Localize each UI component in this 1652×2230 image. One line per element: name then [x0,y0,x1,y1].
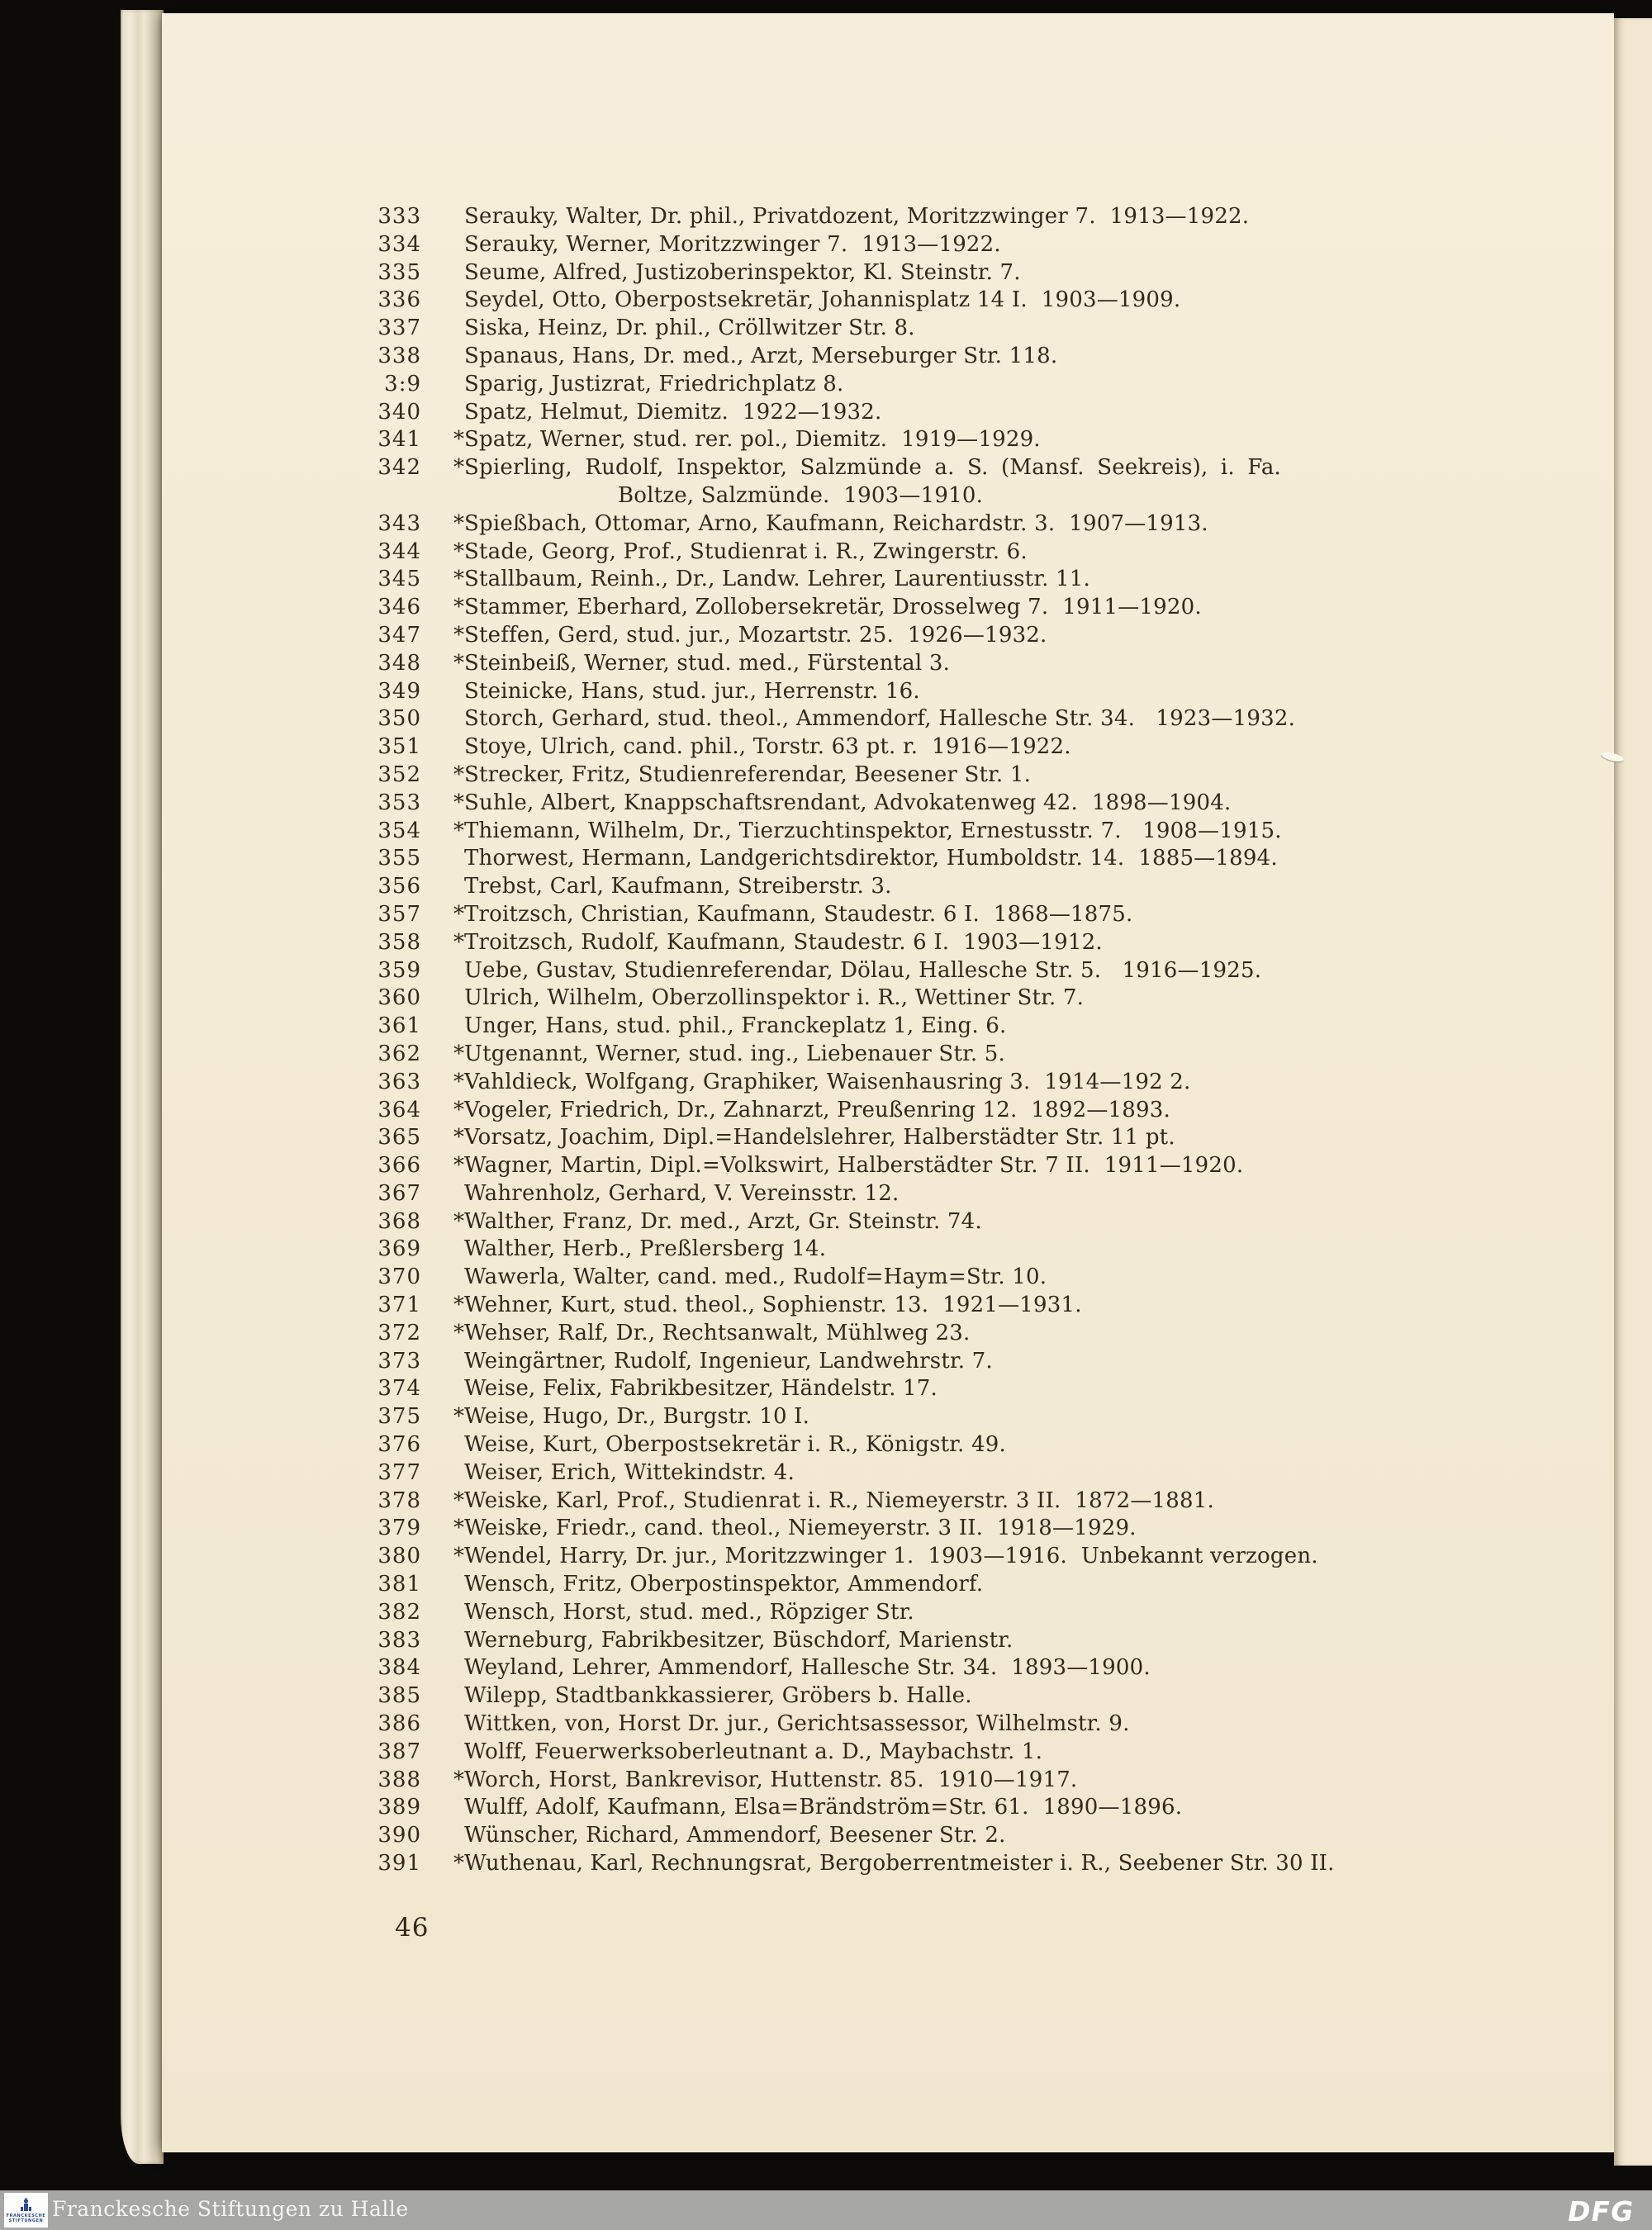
entry-number: 385 [377,1683,421,1709]
entry-text: Wensch, Horst, stud. med., Röpziger Str. [464,1599,914,1625]
entry-text: Boltze, Salzmünde. 1903—1910. [618,482,984,508]
entry-number: 360 [377,985,421,1011]
entry-text: Weiske, Friedr., cand. theol., Niemeyerstr. 3 II. 1918—1929. [464,1516,1137,1541]
list-entry [373,399,1596,427]
entry-star-marker: * [453,510,464,536]
list-entry [373,1236,1596,1264]
book-page [162,13,1614,2152]
list-entry [373,733,1596,762]
entry-number: 347 [377,622,421,648]
entry-text: Spierling, Rudolf, Inspektor, Salzmünde a. S. (Mansf. Seekreis), i. Fa. [464,455,1282,481]
list-entry [373,1794,1596,1822]
entry-star-marker: * [453,1487,464,1513]
list-entry [373,901,1596,929]
list-entry [373,1124,1596,1152]
list-entry [373,454,1596,482]
entry-number: 373 [377,1348,421,1374]
entry-text: Ulrich, Wilhelm, Oberzollinspektor i. R., Wettiner Str. 7. [464,985,1085,1011]
entry-text: Unger, Hans, stud. phil., Franckeplatz 1, Eing. 6. [464,1013,1007,1039]
list-entry [373,1320,1596,1348]
list-entry [373,650,1596,678]
entry-number: 352 [377,762,421,787]
entry-text: Steffen, Gerd, stud. jur., Mozartstr. 25. 1926—1932. [464,622,1047,648]
entry-text: Troitzsch, Rudolf, Kaufmann, Staudestr. 6 I. 1903—1912. [464,929,1103,955]
entry-star-marker: * [453,567,464,592]
entry-text: Wendel, Harry, Dr. jur., Moritzzwinger 1. 1903—1916. Unbekannt verzogen. [464,1544,1318,1569]
entry-number: 335 [377,259,421,285]
entry-text: Wolff, Feuerwerksoberleutnant a. D., Maybachstr. 1. [464,1739,1043,1764]
list-entry [373,705,1596,733]
entry-star-marker: * [453,1544,464,1569]
list-entry [373,1208,1596,1236]
entry-star-marker: * [453,762,464,787]
list-entry [373,343,1596,371]
entry-number: 379 [377,1516,421,1541]
entry-number: 366 [377,1153,421,1179]
entry-number: 372 [377,1320,421,1345]
entry-number: 368 [377,1208,421,1234]
entry-number: 382 [377,1599,421,1625]
entry-star-marker: * [453,427,464,453]
entry-number: 353 [377,790,421,815]
list-entry [373,287,1596,315]
entry-text: Vorsatz, Joachim, Dipl.=Handelslehrer, Halberstädter Str. 11 pt. [464,1125,1175,1151]
entry-text: Steinbeiß, Werner, stud. med., Fürstental 3. [464,650,951,676]
logo-text-line1: FRANCKESCHE [6,2213,46,2218]
list-entry [373,566,1596,594]
list-entry [373,1264,1596,1292]
entry-text: Spatz, Werner, stud. rer. pol., Diemitz. 1919—1929. [464,427,1041,453]
entry-number: 380 [377,1544,421,1569]
list-entry [373,203,1596,231]
entry-number: 387 [377,1739,421,1764]
logo-text-line2: STIFTUNGEN [8,2218,44,2223]
entry-number: 350 [377,706,421,732]
entry-number: 344 [377,539,421,564]
entry-number: 369 [377,1236,421,1262]
list-entry [373,1292,1596,1320]
entry-number: 367 [377,1180,421,1206]
list-entry [373,1013,1596,1041]
franckesche-stiftungen-logo [4,2193,48,2228]
list-entry [373,929,1596,957]
entry-number: 365 [377,1125,421,1151]
entry-star-marker: * [453,901,464,927]
list-entry [373,622,1596,650]
entry-text: Stoye, Ulrich, cand. phil., Torstr. 63 pt. r. 1916—1922. [464,734,1071,760]
entry-number: 337 [377,316,421,341]
entry-number: 375 [377,1404,421,1430]
entry-star-marker: * [453,1097,464,1122]
entry-text: Weise, Hugo, Dr., Burgstr. 10 I. [464,1404,810,1430]
list-entry [373,510,1596,539]
entry-text: Utgenannt, Werner, stud. ing., Liebenauer Str. 5. [464,1041,1006,1066]
entry-text: Seume, Alfred, Justizoberinspektor, Kl. Steinstr. 7. [464,259,1021,285]
entry-number: 343 [377,510,421,536]
entry-text: Weyland, Lehrer, Ammendorf, Hallesche Str. 34. 1893—1900. [464,1655,1151,1681]
list-entry [373,1599,1596,1627]
entry-number: 356 [377,874,421,899]
list-entry [373,873,1596,901]
list-entry [373,1571,1596,1599]
entry-text: Wünscher, Richard, Ammendorf, Beesener Str. 2. [464,1823,1006,1848]
list-entry [373,1710,1596,1739]
entry-number: 383 [377,1627,421,1653]
list-entry [373,259,1596,287]
entry-number: 361 [377,1013,421,1039]
list-entry [373,1152,1596,1180]
entry-text: Wulff, Adolf, Kaufmann, Elsa=Brändström=Str. 61. 1890—1896. [464,1795,1183,1820]
entry-number: 370 [377,1264,421,1290]
entry-text: Wawerla, Walter, cand. med., Rudolf=Haym=Str. 10. [464,1264,1047,1290]
entry-text: Spanaus, Hans, Dr. med., Arzt, Merseburger Str. 118. [464,343,1058,368]
next-page-edge [1614,18,1652,2166]
list-entry [373,1767,1596,1795]
entry-text: Uebe, Gustav, Studienreferendar, Dölau, Hallesche Str. 5. 1916—1925. [464,957,1262,983]
entry-text: Weingärtner, Rudolf, Ingenieur, Landwehrstr. 7. [464,1348,993,1374]
entry-text: Storch, Gerhard, stud. theol., Ammendorf, Hallesche Str. 34. 1923—1932. [464,706,1296,732]
entry-star-marker: * [453,1293,464,1318]
entry-number: 357 [377,901,421,927]
list-entry [373,1515,1596,1543]
list-entry [373,762,1596,790]
entry-text: Weiser, Erich, Wittekindstr. 4. [464,1459,795,1485]
entry-star-marker: * [453,1208,464,1234]
entry-number: 348 [377,650,421,676]
entry-text: Serauky, Werner, Moritzzwinger 7. 1913—1922. [464,231,1001,257]
list-entry [373,985,1596,1013]
entry-text: Vahldieck, Wolfgang, Graphiker, Waisenhausring 3. 1914—192 2. [464,1069,1191,1094]
entry-number: 336 [377,287,421,313]
entry-text: Walther, Franz, Dr. med., Arzt, Gr. Steinstr. 74. [464,1208,982,1234]
entry-number: 389 [377,1795,421,1820]
entry-number: 346 [377,595,421,620]
entry-star-marker: * [453,929,464,955]
entry-text: Weise, Kurt, Oberpostsekretär i. R., Königstr. 49. [464,1432,1006,1458]
viewer-footer-bar [0,2190,1652,2230]
entry-number: 358 [377,929,421,955]
entry-number: 333 [377,204,421,229]
entry-text: Strecker, Fritz, Studienreferendar, Beesener Str. 1. [464,762,1032,787]
entry-text: Wagner, Martin, Dipl.=Volkswirt, Halberstädter Str. 7 II. 1911—1920. [464,1153,1244,1179]
list-entry [373,426,1596,454]
entry-text: Troitzsch, Christian, Kaufmann, Staudestr. 6 I. 1868—1875. [464,901,1133,927]
entry-text: Werneburg, Fabrikbesitzer, Büschdorf, Marienstr. [464,1627,1014,1653]
list-entry [373,957,1596,985]
entry-star-marker: * [453,539,464,564]
list-entry [373,1850,1596,1878]
list-entry-continuation [373,482,1596,510]
page-number: 46 [395,1913,430,1943]
entry-number: 338 [377,343,421,368]
list-entry [373,1739,1596,1767]
entry-number: 391 [377,1851,421,1877]
entry-text: Stallbaum, Reinh., Dr., Landw. Lehrer, Laurentiusstr. 11. [464,567,1090,592]
list-entry [373,1375,1596,1403]
entry-number: 363 [377,1069,421,1094]
entry-text: Weiske, Karl, Prof., Studienrat i. R., Niemeyerstr. 3 II. 1872—1881. [464,1487,1214,1513]
entry-star-marker: * [453,1041,464,1066]
entry-number: 340 [377,399,421,425]
list-entry [373,1543,1596,1571]
list-entry [373,678,1596,706]
entry-star-marker: * [453,650,464,676]
entry-star-marker: * [453,1851,464,1877]
list-entry [373,1403,1596,1431]
entry-number: 377 [377,1459,421,1485]
entry-text: Wensch, Fritz, Oberpostinspektor, Ammendorf. [464,1572,984,1597]
list-entry [373,1041,1596,1069]
entry-number: 349 [377,678,421,704]
entry-text: Wuthenau, Karl, Rechnungsrat, Bergoberrentmeister i. R., Seebener Str. 30 II. [464,1851,1335,1877]
list-entry [373,315,1596,343]
entry-number: 342 [377,455,421,481]
entry-star-marker: * [453,1125,464,1151]
list-entry [373,1431,1596,1459]
entry-number: 341 [377,427,421,453]
entry-star-marker: * [453,1516,464,1541]
list-entry [373,539,1596,567]
list-entry [373,1348,1596,1376]
entry-text: Suhle, Albert, Knappschaftsrendant, Advokatenweg 42. 1898—1904. [464,790,1232,815]
entry-text: Thorwest, Hermann, Landgerichtsdirektor, Humboldstr. 14. 1885—1894. [464,846,1278,871]
entry-text: Worch, Horst, Bankrevisor, Huttenstr. 85. 1910—1917. [464,1767,1078,1792]
entry-number: 381 [377,1572,421,1597]
entry-text: Trebst, Carl, Kaufmann, Streiberstr. 3. [464,874,892,899]
entry-text: Wahrenholz, Gerhard, V. Vereinsstr. 12. [464,1180,900,1206]
entry-text: Siska, Heinz, Dr. phil., Cröllwitzer Str. 8. [464,316,915,341]
entry-star-marker: * [453,622,464,648]
entry-star-marker: * [453,455,464,481]
list-entry [373,845,1596,873]
entry-text: Thiemann, Wilhelm, Dr., Tierzuchtinspektor, Ernestusstr. 7. 1908—1915. [464,818,1282,843]
list-entry [373,1682,1596,1710]
entry-text: Stade, Georg, Prof., Studienrat i. R., Zwingerstr. 6. [464,539,1028,564]
entry-number: 388 [377,1767,421,1792]
entry-star-marker: * [453,595,464,620]
entry-number: 374 [377,1376,421,1402]
list-entry [373,1097,1596,1125]
list-entry [373,1180,1596,1208]
entry-star-marker: * [453,818,464,843]
list-entry [373,1069,1596,1097]
entry-number: 362 [377,1041,421,1066]
entry-number: 364 [377,1097,421,1122]
entry-number: 390 [377,1823,421,1848]
entry-number: 354 [377,818,421,843]
dfg-logo: DFG [1564,2195,1637,2228]
entry-text: Walther, Herb., Preßlersberg 14. [464,1236,827,1262]
list-entry [373,1822,1596,1850]
entry-number: 386 [377,1711,421,1737]
list-entry [373,594,1596,622]
list-entry [373,790,1596,818]
franckesche-emblem-icon [20,2198,32,2213]
entry-number: 355 [377,846,421,871]
entry-text: Wehser, Ralf, Dr., Rechtsanwalt, Mühlweg 23. [464,1320,971,1345]
entry-number: 334 [377,231,421,257]
entry-star-marker: * [453,1069,464,1094]
entry-text: Seydel, Otto, Oberpostsekretär, Johannisplatz 14 I. 1903—1909. [464,287,1181,313]
entry-text: Wehner, Kurt, stud. theol., Sophienstr. 13. 1921—1931. [464,1293,1082,1318]
page-stack-edge [121,10,164,2164]
entry-number: 376 [377,1432,421,1458]
entry-star-marker: * [453,790,464,815]
entry-number: 384 [377,1655,421,1681]
entry-text: Spatz, Helmut, Diemitz. 1922—1932. [464,399,882,425]
member-list [373,203,1596,1878]
entry-number: 351 [377,734,421,760]
list-entry [373,818,1596,846]
entry-text: Stammer, Eberhard, Zollobersekretär, Drosselweg 7. 1911—1920. [464,595,1202,620]
list-entry [373,231,1596,259]
entry-text: Wilepp, Stadtbankkassierer, Gröbers b. Halle. [464,1683,972,1709]
entry-text: Sparig, Justizrat, Friedrichplatz 8. [464,371,844,396]
entry-number: 345 [377,567,421,592]
entry-text: Weise, Felix, Fabrikbesitzer, Händelstr. 17. [464,1376,938,1402]
entry-star-marker: * [453,1153,464,1179]
entry-text: Wittken, von, Horst Dr. jur., Gerichtsassessor, Wilhelmstr. 9. [464,1711,1130,1737]
entry-text: Vogeler, Friedrich, Dr., Zahnarzt, Preußenring 12. 1892—1893. [464,1097,1170,1122]
list-entry [373,1459,1596,1487]
entry-star-marker: * [453,1767,464,1792]
entry-number: 378 [377,1487,421,1513]
entry-text: Spießbach, Ottomar, Arno, Kaufmann, Reichardstr. 3. 1907—1913. [464,510,1208,536]
list-entry [373,1654,1596,1682]
entry-text: Serauky, Walter, Dr. phil., Privatdozent, Moritzzwinger 7. 1913—1922. [464,204,1250,229]
entry-star-marker: * [453,1404,464,1430]
entry-number: 371 [377,1293,421,1318]
archive-title: Franckesche Stiftungen zu Halle [52,2197,409,2221]
entry-star-marker: * [453,1320,464,1345]
list-entry [373,371,1596,399]
entry-number: 359 [377,957,421,983]
list-entry [373,1627,1596,1655]
entry-text: Steinicke, Hans, stud. jur., Herrenstr. 16. [464,678,920,704]
entry-number: 3:9 [384,371,421,396]
list-entry [373,1487,1596,1516]
